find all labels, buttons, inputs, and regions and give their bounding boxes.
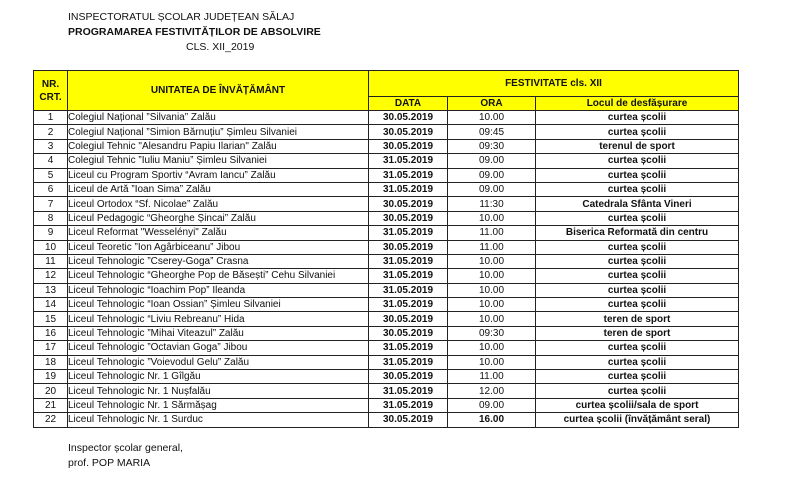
event-date: 30.05.2019: [369, 312, 448, 326]
event-location: curtea școlii: [536, 182, 739, 196]
schedule-table-body: [34, 111, 739, 428]
event-location: teren de sport: [536, 312, 739, 326]
row-number: 6: [34, 182, 68, 196]
row-number: 4: [34, 154, 68, 168]
event-time: 11.00: [448, 370, 536, 384]
table-row: [34, 111, 739, 125]
event-location: terenul de sport: [536, 139, 739, 153]
table-row: [34, 370, 739, 384]
school-name: Liceul Tehnologic ”Cserey-Goga” Crasna: [68, 254, 369, 268]
event-date: 31.05.2019: [369, 154, 448, 168]
event-date: 30.05.2019: [369, 139, 448, 153]
row-number: 16: [34, 326, 68, 340]
event-time: 11.00: [448, 240, 536, 254]
institution-name: INSPECTORATUL ȘCOLAR JUDEȚEAN SĂLAJ: [68, 11, 295, 23]
event-location: Catedrala Sfânta Vineri: [536, 197, 739, 211]
table-row: [34, 413, 739, 427]
event-time: 10.00: [448, 211, 536, 225]
event-date: 31.05.2019: [369, 298, 448, 312]
school-name: Liceul Tehnologic Nr. 1 Surduc: [68, 413, 369, 427]
column-header-unit: UNITATEA DE ÎNVĂȚĂMÂNT: [68, 71, 369, 111]
school-name: Liceul Pedagogic “Gheorghe Șincai” Zalău: [68, 211, 369, 225]
signatory-role: Inspector școlar general,: [68, 442, 183, 454]
row-number: 7: [34, 197, 68, 211]
table-row: [34, 312, 739, 326]
event-location: curtea școlii: [536, 111, 739, 125]
school-name: Liceul Tehnologic ”Voievodul Gelu” Zalău: [68, 355, 369, 369]
event-location: curtea școlii: [536, 125, 739, 139]
table-row: [34, 182, 739, 196]
row-number: 14: [34, 298, 68, 312]
table-row: [34, 125, 739, 139]
column-header-nr: [34, 71, 68, 111]
event-location: curtea școlii: [536, 298, 739, 312]
school-name: Liceul Tehnologic “Ioan Ossian” Șimleu Silvaniei: [68, 298, 369, 312]
table-row: [34, 298, 739, 312]
event-date: 30.05.2019: [369, 211, 448, 225]
column-header-nr-line2: CRT.: [39, 91, 62, 103]
event-time: 09.00: [448, 168, 536, 182]
event-time: 09:30: [448, 326, 536, 340]
event-time: 10.00: [448, 269, 536, 283]
table-row: [34, 139, 739, 153]
event-date: 30.05.2019: [369, 370, 448, 384]
event-time: 09.00: [448, 154, 536, 168]
event-date: 31.05.2019: [369, 182, 448, 196]
table-row: [34, 326, 739, 340]
event-date: 31.05.2019: [369, 384, 448, 398]
school-name: Liceul cu Program Sportiv “Avram Iancu” Zalău: [68, 168, 369, 182]
school-name: Liceul Reformat "Wesselényi" Zalău: [68, 226, 369, 240]
event-date: 31.05.2019: [369, 226, 448, 240]
row-number: 17: [34, 341, 68, 355]
school-name: Liceul de Artă ”Ioan Sima” Zalău: [68, 182, 369, 196]
event-time: 10.00: [448, 254, 536, 268]
school-name: Liceul Tehnologic “Ioachim Pop” Ileanda: [68, 283, 369, 297]
event-time: 10.00: [448, 341, 536, 355]
row-number: 5: [34, 168, 68, 182]
event-time: 10.00: [448, 312, 536, 326]
event-date: 31.05.2019: [369, 355, 448, 369]
event-time: 10.00: [448, 111, 536, 125]
school-name: Liceul Tehnologic “Gheorghe Pop de Băsești” Cehu Silvaniei: [68, 269, 369, 283]
event-date: 30.05.2019: [369, 111, 448, 125]
row-number: 2: [34, 125, 68, 139]
event-time: 11.00: [448, 226, 536, 240]
event-location: curtea școlii: [536, 154, 739, 168]
event-location: curtea școlii: [536, 211, 739, 225]
row-number: 13: [34, 283, 68, 297]
event-location: curtea școlii: [536, 384, 739, 398]
row-number: 1: [34, 111, 68, 125]
row-number: 21: [34, 398, 68, 412]
event-date: 31.05.2019: [369, 398, 448, 412]
event-time: 10.00: [448, 298, 536, 312]
event-time: 09.00: [448, 398, 536, 412]
table-row: [34, 355, 739, 369]
school-name: Liceul Tehnologic ”Octavian Goga” Jibou: [68, 341, 369, 355]
table-row: [34, 197, 739, 211]
table-row: [34, 398, 739, 412]
event-location: curtea școlii: [536, 254, 739, 268]
row-number: 8: [34, 211, 68, 225]
event-date: 30.05.2019: [369, 197, 448, 211]
row-number: 10: [34, 240, 68, 254]
event-location: Biserica Reformată din centru: [536, 226, 739, 240]
table-row: [34, 226, 739, 240]
table-row: [34, 283, 739, 297]
school-name: Liceul Tehnologic Nr. 1 Sărmășag: [68, 398, 369, 412]
table-row: [34, 254, 739, 268]
school-name: Liceul Tehnologic Nr. 1 Gîlgău: [68, 370, 369, 384]
event-time: 09:30: [448, 139, 536, 153]
event-location: curtea școlii: [536, 370, 739, 384]
school-name: Colegiul Național ”Silvania” Zalău: [68, 111, 369, 125]
event-date: 30.05.2019: [369, 413, 448, 427]
row-number: 19: [34, 370, 68, 384]
school-name: Colegiul Tehnic "Alesandru Papiu Ilarian" Zalău: [68, 139, 369, 153]
event-location: curtea școlii/sala de sport: [536, 398, 739, 412]
column-header-place: Locul de desfășurare: [536, 97, 739, 111]
event-date: 31.05.2019: [369, 341, 448, 355]
schedule-table: [33, 70, 739, 428]
event-location: curtea școlii: [536, 168, 739, 182]
event-time: 09:45: [448, 125, 536, 139]
document-subtitle: CLS. XII_2019: [186, 41, 255, 53]
school-name: Liceul Teoretic ”Ion Agârbiceanu” Jibou: [68, 240, 369, 254]
row-number: 11: [34, 254, 68, 268]
event-location: curtea școlii: [536, 240, 739, 254]
event-time: 10.00: [448, 355, 536, 369]
row-number: 15: [34, 312, 68, 326]
table-row: [34, 240, 739, 254]
school-name: Liceul Tehnologic “Liviu Rebreanu” Hida: [68, 312, 369, 326]
event-time: 10.00: [448, 283, 536, 297]
column-header-nr-line1: NR.: [41, 78, 60, 90]
row-number: 3: [34, 139, 68, 153]
event-location: teren de sport: [536, 326, 739, 340]
event-date: 30.05.2019: [369, 326, 448, 340]
event-time: 12.00: [448, 384, 536, 398]
event-time: 16.00: [448, 413, 536, 427]
event-time: 11:30: [448, 197, 536, 211]
column-header-time: ORA: [448, 97, 536, 111]
school-name: Colegiul Tehnic ”Iuliu Maniu” Șimleu Silvaniei: [68, 154, 369, 168]
row-number: 9: [34, 226, 68, 240]
school-name: Liceul Tehnologic ”Mihai Viteazul” Zalău: [68, 326, 369, 340]
row-number: 20: [34, 384, 68, 398]
event-location: curtea școlii: [536, 355, 739, 369]
event-date: 31.05.2019: [369, 254, 448, 268]
document-title: PROGRAMAREA FESTIVITĂȚILOR DE ABSOLVIRE: [68, 26, 321, 38]
event-location: curtea școlii: [536, 283, 739, 297]
row-number: 18: [34, 355, 68, 369]
row-number: 12: [34, 269, 68, 283]
event-date: 31.05.2019: [369, 168, 448, 182]
event-location: curtea școlii: [536, 341, 739, 355]
event-time: 09.00: [448, 182, 536, 196]
table-row: [34, 341, 739, 355]
table-row: [34, 154, 739, 168]
table-row: [34, 384, 739, 398]
table-row: [34, 269, 739, 283]
event-location: curtea școlii (învățământ seral): [536, 413, 739, 427]
signatory-name: prof. POP MARIA: [68, 457, 151, 469]
school-name: Colegiul Național ”Simion Bărnuțiu” Șimleu Silvaniei: [68, 125, 369, 139]
column-header-date: DATA: [369, 97, 448, 111]
event-date: 31.05.2019: [369, 283, 448, 297]
event-date: 30.05.2019: [369, 125, 448, 139]
table-row: [34, 168, 739, 182]
event-date: 30.05.2019: [369, 240, 448, 254]
table-row: [34, 211, 739, 225]
event-date: 31.05.2019: [369, 269, 448, 283]
school-name: Liceul Tehnologic Nr. 1 Nușfalău: [68, 384, 369, 398]
row-number: 22: [34, 413, 68, 427]
column-group-header-festivity: FESTIVITATE cls. XII: [369, 71, 739, 97]
school-name: Liceul Ortodox “Sf. Nicolae” Zalău: [68, 197, 369, 211]
event-location: curtea școlii: [536, 269, 739, 283]
